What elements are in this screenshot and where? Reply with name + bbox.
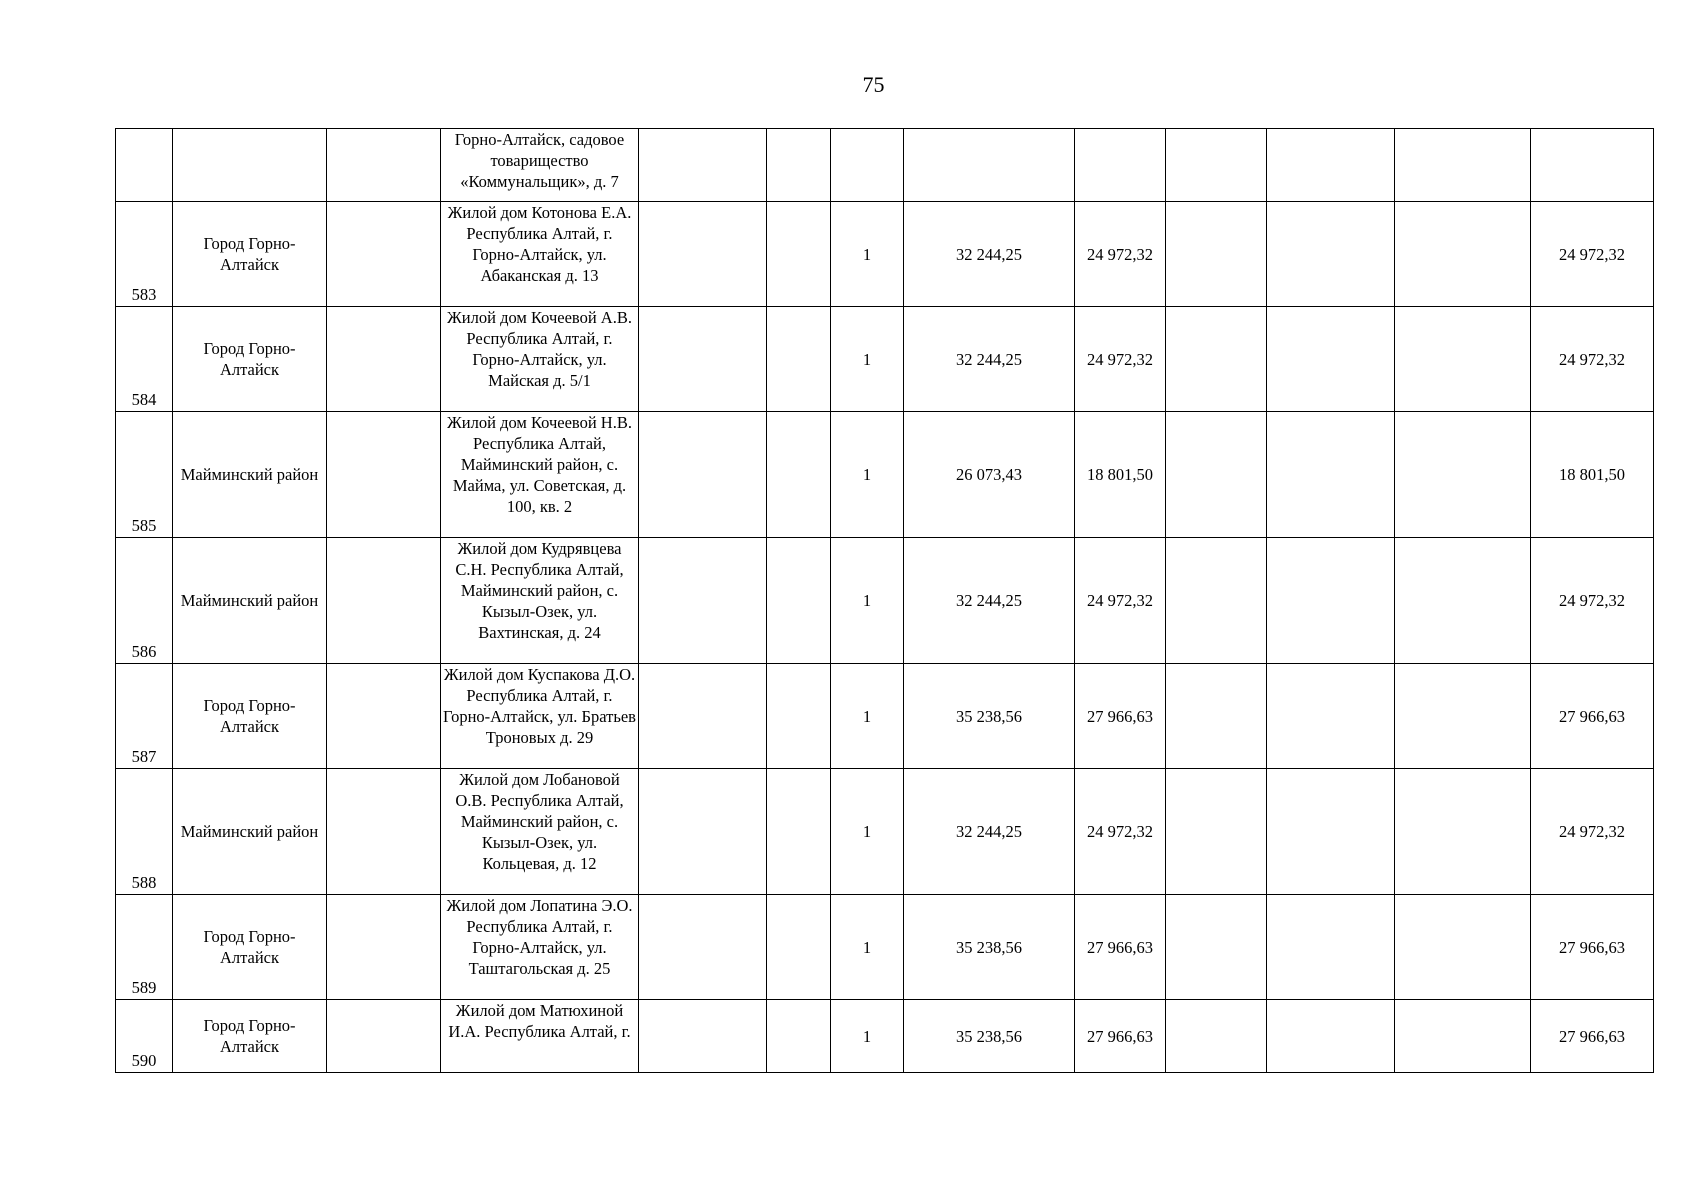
cell-total bbox=[1531, 129, 1654, 202]
cell-empty bbox=[1395, 202, 1531, 307]
cell-total: 27 966,63 bbox=[1531, 664, 1654, 769]
cell-empty bbox=[1395, 895, 1531, 1000]
table-row bbox=[116, 307, 1654, 412]
cell-amount bbox=[1075, 129, 1166, 202]
cell-empty bbox=[1166, 769, 1267, 895]
cell-amount: 27 966,63 bbox=[1075, 895, 1166, 1000]
cell-qty: 1 bbox=[831, 769, 904, 895]
cell-cost: 32 244,25 bbox=[904, 538, 1075, 664]
cell-amount: 24 972,32 bbox=[1075, 769, 1166, 895]
cell-empty bbox=[327, 129, 441, 202]
cell-address: Горно-Алтайск, садовое товарищество «Коммунальщик», д. 7 bbox=[441, 129, 639, 202]
cell-num: 590 bbox=[116, 1000, 173, 1073]
cell-qty: 1 bbox=[831, 1000, 904, 1073]
cell-empty bbox=[327, 664, 441, 769]
cell-empty bbox=[639, 1000, 767, 1073]
cell-address: Жилой дом Матюхиной И.А. Республика Алтай, г. bbox=[441, 1000, 639, 1073]
cell-empty bbox=[327, 769, 441, 895]
cell-total: 24 972,32 bbox=[1531, 538, 1654, 664]
cell-empty bbox=[639, 895, 767, 1000]
cell-qty bbox=[831, 129, 904, 202]
cell-address: Жилой дом Кудрявцева С.Н. Республика Алтай, Майминский район, с. Кызыл-Озек, ул. Вахтинская, д. 24 bbox=[441, 538, 639, 664]
cell-empty bbox=[1267, 202, 1395, 307]
cell-qty: 1 bbox=[831, 412, 904, 538]
cell-empty bbox=[767, 769, 831, 895]
cell-empty bbox=[1395, 412, 1531, 538]
cell-cost: 35 238,56 bbox=[904, 895, 1075, 1000]
cell-qty: 1 bbox=[831, 307, 904, 412]
cell-empty bbox=[1166, 129, 1267, 202]
cell-municipality: Город Горно-Алтайск bbox=[173, 307, 327, 412]
cell-empty bbox=[1166, 538, 1267, 664]
cell-municipality: Майминский район bbox=[173, 769, 327, 895]
cell-cost: 35 238,56 bbox=[904, 664, 1075, 769]
cell-cost bbox=[904, 129, 1075, 202]
cell-empty bbox=[327, 1000, 441, 1073]
cell-num: 587 bbox=[116, 664, 173, 769]
cell-empty bbox=[1267, 664, 1395, 769]
cell-cost: 32 244,25 bbox=[904, 769, 1075, 895]
cell-empty bbox=[1166, 307, 1267, 412]
register-table bbox=[115, 128, 1654, 1073]
cell-empty bbox=[767, 664, 831, 769]
cell-address: Жилой дом Кочеевой А.В. Республика Алтай, г. Горно-Алтайск, ул. Майская д. 5/1 bbox=[441, 307, 639, 412]
cell-empty bbox=[1267, 895, 1395, 1000]
cell-empty bbox=[327, 895, 441, 1000]
cell-empty bbox=[1166, 1000, 1267, 1073]
cell-total: 24 972,32 bbox=[1531, 202, 1654, 307]
cell-empty bbox=[1267, 1000, 1395, 1073]
cell-qty: 1 bbox=[831, 895, 904, 1000]
cell-empty bbox=[767, 538, 831, 664]
cell-total: 24 972,32 bbox=[1531, 307, 1654, 412]
cell-num: 588 bbox=[116, 769, 173, 895]
cell-empty bbox=[639, 664, 767, 769]
table-row bbox=[116, 538, 1654, 664]
cell-empty bbox=[1166, 895, 1267, 1000]
cell-empty bbox=[639, 307, 767, 412]
cell-total: 27 966,63 bbox=[1531, 895, 1654, 1000]
cell-address: Жилой дом Кочеевой Н.В. Республика Алтай, Майминский район, с. Майма, ул. Советская, д. 100, кв. 2 bbox=[441, 412, 639, 538]
cell-num bbox=[116, 129, 173, 202]
cell-empty bbox=[1267, 129, 1395, 202]
cell-empty bbox=[1395, 769, 1531, 895]
cell-empty bbox=[767, 412, 831, 538]
cell-amount: 27 966,63 bbox=[1075, 1000, 1166, 1073]
cell-num: 584 bbox=[116, 307, 173, 412]
cell-empty bbox=[1395, 538, 1531, 664]
cell-municipality: Город Горно-Алтайск bbox=[173, 895, 327, 1000]
cell-empty bbox=[1395, 1000, 1531, 1073]
cell-empty bbox=[767, 895, 831, 1000]
cell-qty: 1 bbox=[831, 202, 904, 307]
cell-empty bbox=[767, 307, 831, 412]
cell-cost: 32 244,25 bbox=[904, 307, 1075, 412]
cell-empty bbox=[639, 769, 767, 895]
cell-empty bbox=[639, 129, 767, 202]
cell-empty bbox=[1267, 769, 1395, 895]
cell-empty bbox=[1395, 664, 1531, 769]
cell-cost: 32 244,25 bbox=[904, 202, 1075, 307]
cell-municipality: Город Горно-Алтайск bbox=[173, 1000, 327, 1073]
cell-empty bbox=[1395, 307, 1531, 412]
cell-amount: 18 801,50 bbox=[1075, 412, 1166, 538]
cell-qty: 1 bbox=[831, 664, 904, 769]
cell-num: 585 bbox=[116, 412, 173, 538]
cell-address: Жилой дом Лобановой О.В. Республика Алтай, Майминский район, с. Кызыл-Озек, ул. Кольцевая, д. 12 bbox=[441, 769, 639, 895]
cell-municipality bbox=[173, 129, 327, 202]
cell-empty bbox=[767, 202, 831, 307]
cell-cost: 35 238,56 bbox=[904, 1000, 1075, 1073]
table-row bbox=[116, 664, 1654, 769]
cell-municipality: Майминский район bbox=[173, 538, 327, 664]
table-row bbox=[116, 202, 1654, 307]
cell-empty bbox=[767, 1000, 831, 1073]
cell-qty: 1 bbox=[831, 538, 904, 664]
cell-num: 586 bbox=[116, 538, 173, 664]
cell-amount: 24 972,32 bbox=[1075, 538, 1166, 664]
cell-total: 18 801,50 bbox=[1531, 412, 1654, 538]
cell-empty bbox=[639, 412, 767, 538]
cell-empty bbox=[1267, 412, 1395, 538]
page-number: 75 bbox=[862, 72, 885, 97]
cell-empty bbox=[327, 202, 441, 307]
cell-amount: 24 972,32 bbox=[1075, 202, 1166, 307]
cell-empty bbox=[1267, 538, 1395, 664]
cell-empty bbox=[327, 538, 441, 664]
cell-empty bbox=[327, 307, 441, 412]
cell-amount: 27 966,63 bbox=[1075, 664, 1166, 769]
cell-total: 24 972,32 bbox=[1531, 769, 1654, 895]
cell-municipality: Город Горно-Алтайск bbox=[173, 202, 327, 307]
cell-num: 583 bbox=[116, 202, 173, 307]
cell-address: Жилой дом Куспакова Д.О. Республика Алтай, г. Горно-Алтайск, ул. Братьев Троновых д. 29 bbox=[441, 664, 639, 769]
cell-empty bbox=[1166, 202, 1267, 307]
cell-num: 589 bbox=[116, 895, 173, 1000]
cell-amount: 24 972,32 bbox=[1075, 307, 1166, 412]
cell-municipality: Город Горно-Алтайск bbox=[173, 664, 327, 769]
cell-empty bbox=[767, 129, 831, 202]
cell-empty bbox=[639, 202, 767, 307]
cell-empty bbox=[1166, 412, 1267, 538]
cell-municipality: Майминский район bbox=[173, 412, 327, 538]
table-row bbox=[116, 769, 1654, 895]
cell-empty bbox=[327, 412, 441, 538]
cell-empty bbox=[1267, 307, 1395, 412]
table-row-continuation bbox=[116, 129, 1654, 202]
table-row bbox=[116, 1000, 1654, 1073]
table-row bbox=[116, 412, 1654, 538]
cell-cost: 26 073,43 bbox=[904, 412, 1075, 538]
cell-empty bbox=[1395, 129, 1531, 202]
cell-address: Жилой дом Лопатина Э.О. Республика Алтай, г. Горно-Алтайск, ул. Таштагольская д. 25 bbox=[441, 895, 639, 1000]
cell-total: 27 966,63 bbox=[1531, 1000, 1654, 1073]
cell-address: Жилой дом Котонова Е.А. Республика Алтай, г. Горно-Алтайск, ул. Абаканская д. 13 bbox=[441, 202, 639, 307]
cell-empty bbox=[1166, 664, 1267, 769]
table-row bbox=[116, 895, 1654, 1000]
cell-empty bbox=[639, 538, 767, 664]
